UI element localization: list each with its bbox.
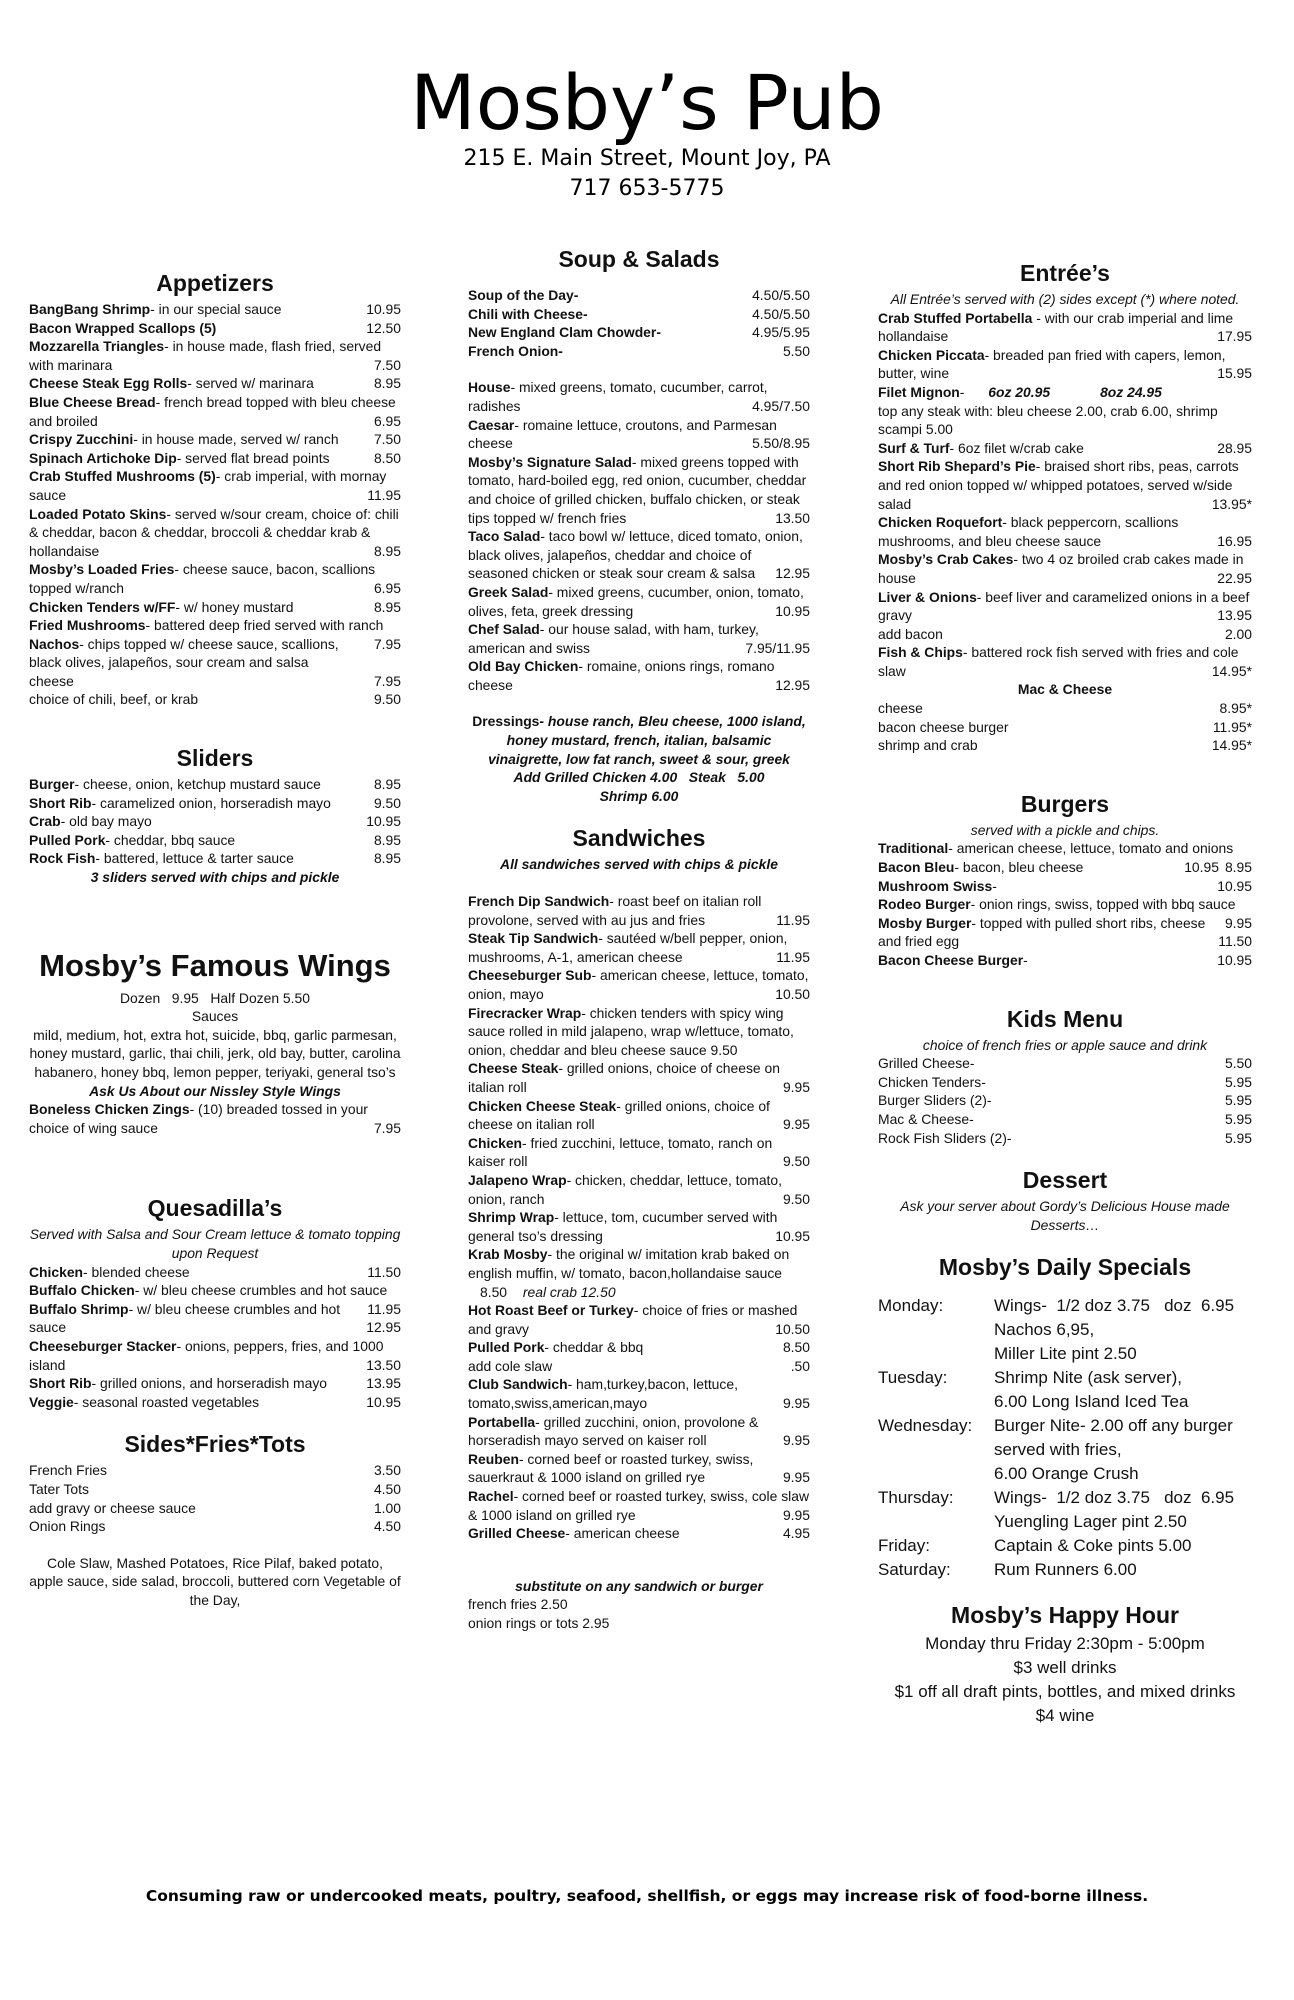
- happy-hour-line: $3 well drinks: [1013, 1658, 1117, 1678]
- special-day: Thursday: Wings- 1/2 doz 3.75 doz 6.95 Yuengling Lager pint 2.50: [878, 1488, 1235, 1532]
- dressings: Dressings- house ranch, Bleu cheese, 1000 island, honey mustard, french, italian, balsamic vinaigrette, low fat ranch, sweet & sour, greek: [472, 713, 806, 767]
- soups-title: Soup & Salads: [558, 246, 720, 272]
- menu-item: Onion Rings 4.50: [29, 1518, 401, 1535]
- substitute-fries: french fries 2.50: [468, 1596, 568, 1613]
- quesadillas-list: [29, 1263, 401, 1412]
- menu-column-right: [878, 258, 1252, 1728]
- menu-item: Mosby’s Crab Cakes- two 4 oz broiled crab cakes made in house 22.95: [878, 551, 1252, 586]
- menu-item: New England Clam Chowder- 4.95/5.95: [468, 324, 810, 341]
- restaurant-name: Mosby’s Pub: [410, 58, 884, 147]
- menu-item: Mushroom Swiss- 10.95: [878, 877, 1252, 894]
- entrees-list: [878, 309, 1252, 755]
- salads-list: [468, 378, 810, 694]
- menu-item: Crispy Zucchini- in house made, served w/ ranch 7.50: [29, 431, 401, 448]
- quesadillas-title: Quesadilla’s: [147, 1195, 283, 1222]
- menu-item: Cheese Steak Egg Rolls- served w/ marinara 8.95: [29, 375, 401, 392]
- entrees-title: Entrée’s: [1020, 260, 1110, 286]
- special-day: Friday: Captain & Coke pints 5.00: [878, 1536, 1192, 1556]
- menu-item: Filet Mignon- 6oz 20.95 8oz 24.95: [878, 383, 1162, 400]
- menu-item: Jalapeno Wrap- chicken, cheddar, lettuce, tomato, onion, ranch 9.50: [468, 1171, 810, 1207]
- happy-hour-line: $1 off all draft pints, bottles, and mixed drinks: [894, 1682, 1236, 1702]
- sandwiches-list: [468, 892, 810, 1543]
- menu-item: Grilled Cheese- american cheese 4.95: [468, 1525, 810, 1542]
- menu-item: Surf & Turf- 6oz filet w/crab cake 28.95: [878, 439, 1252, 456]
- menu-item: Boneless Chicken Zings- (10) breaded tossed in your choice of wing sauce 7.95: [29, 1101, 401, 1136]
- happy-hour-list: [878, 1632, 1252, 1728]
- menu-item: Bacon Wrapped Scallops (5) 12.50: [29, 319, 401, 336]
- food-safety-notice: Consuming raw or undercooked meats, poultry, seafood, shellfish, or eggs may increase risk of food-borne illness.: [145, 1887, 1149, 1905]
- menu-item: Liver & Onions- beef liver and caramelized onions in a beef gravy 13.95: [878, 588, 1252, 624]
- sandwiches-title: Sandwiches: [572, 825, 706, 852]
- happy-hour-line: Monday thru Friday 2:30pm - 5:00pm: [925, 1634, 1205, 1654]
- menu-item: Cheese Steak- grilled onions, choice of cheese on italian roll 9.95: [468, 1060, 810, 1095]
- sliders-note: 3 sliders served with chips and pickle: [90, 869, 340, 886]
- menu-item: Cheeseburger Sub- american cheese, lettuce, tomato, onion, mayo 10.50: [468, 967, 810, 1002]
- burgers-note: served with a pickle and chips.: [970, 821, 1160, 838]
- burgers-list: [878, 839, 1252, 969]
- sides-vegetables: Cole Slaw, Mashed Potatoes, Rice Pilaf, baked potato, apple sauce, side salad, broccoli, buttered corn Vegetable of the Day,: [29, 1554, 401, 1608]
- menu-item: Loaded Potato Skins- served w/sour cream, choice of: chili & cheddar, bacon & cheddar, broccoli & cheddar krab & hollandaise 8.95: [29, 505, 401, 559]
- kids-list: [878, 1054, 1252, 1147]
- happy-hour-line: $4 wine: [1035, 1706, 1095, 1726]
- sliders-list: [29, 775, 401, 887]
- menu-item: Chicken Tenders- 5.95: [878, 1073, 1252, 1090]
- menu-item: Portabella- grilled zucchini, onion, provolone & horseradish mayo served on kaiser roll 9.95: [468, 1413, 810, 1449]
- menu-item: Buffalo Chicken- w/ bleu cheese crumbles and hot sauce 11.95: [29, 1282, 401, 1317]
- appetizers-list: [29, 300, 401, 709]
- menu-item: cheese 8.95*: [878, 700, 1252, 717]
- menu-item: Mosby’s Signature Salad- mixed greens topped with tomato, hard-boiled egg, red onion, cucumber, cheddar and choice of grilled chicken, buffalo chicken, or steak tips topped w/ french fries 13.50: [468, 453, 810, 526]
- menu-item-option: cheese 7.95: [29, 672, 401, 689]
- menu-item: Firecracker Wrap- chicken tenders with spicy wing sauce rolled in mild jalapeno, wrap w/lettuce, tomato, onion, cheddar and bleu cheese sauce 9.50: [468, 1004, 794, 1058]
- special-day: Saturday: Rum Runners 6.00: [878, 1560, 1137, 1580]
- add-shrimp: Shrimp 6.00: [599, 787, 679, 804]
- menu-item: add gravy or cheese sauce 1.00: [29, 1499, 401, 1516]
- menu-column-left: [29, 268, 401, 1609]
- menu-item: Chef Salad- our house salad, with ham, turkey, american and swiss 7.95/11.95: [468, 621, 810, 656]
- menu-header: [0, 58, 1294, 204]
- menu-item: Shrimp Wrap- lettuce, tom, cucumber served with general tso’s dressing 10.95: [468, 1209, 810, 1244]
- kids-title: Kids Menu: [1006, 1005, 1124, 1032]
- menu-item: bacon cheese burger 11.95*: [878, 718, 1252, 735]
- menu-item: Rock Fish- battered, lettuce & tarter sauce 8.95: [29, 850, 401, 867]
- menu-item-option: add cole slaw .50: [468, 1357, 810, 1374]
- special-day: Wednesday: Burger Nite- 2.00 off any burger served with fries, 6.00 Orange Crush: [878, 1416, 1233, 1484]
- menu-item: Crab Stuffed Portabella - with our crab imperial and lime hollandaise 17.95: [878, 309, 1252, 345]
- menu-item: Grilled Cheese- 5.50: [878, 1055, 1252, 1072]
- menu-item: Club Sandwich- ham,turkey,bacon, lettuce, tomato,swiss,american,mayo 9.95: [468, 1376, 810, 1412]
- menu-item: Mozzarella Triangles- in house made, flash fried, served with marinara 7.50: [29, 338, 401, 373]
- menu-item: Chicken Cheese Steak- grilled onions, choice of cheese on italian roll 9.95: [468, 1097, 810, 1133]
- menu-item: Tater Tots 4.50: [29, 1480, 401, 1497]
- sliders-title: Sliders: [176, 745, 254, 772]
- menu-item: Mosby’s Loaded Fries- cheese sauce, bacon, scallions topped w/ranch 6.95: [29, 561, 401, 596]
- specials-list: [878, 1294, 1252, 1582]
- menu-item: French Fries 3.50: [29, 1462, 401, 1479]
- menu-item: Greek Salad- mixed greens, cucumber, onion, tomato, olives, feta, greek dressing 10.95: [468, 583, 810, 619]
- menu-column-middle: [468, 244, 810, 1633]
- entrees-note: All Entrée’s served with (2) sides except (*) where noted.: [890, 291, 1240, 307]
- wings-nissley: Ask Us About our Nissley Style Wings: [89, 1082, 341, 1099]
- restaurant-phone: 717 653-5775: [569, 176, 725, 201]
- menu-item: Rock Fish Sliders (2)- 5.95: [878, 1129, 1252, 1146]
- menu-item: Spinach Artichoke Dip- served flat bread points 8.50: [29, 449, 401, 466]
- wings-sauces: mild, medium, hot, extra hot, suicide, bbq, garlic parmesan, honey mustard, garlic, thai chili, jerk, old bay, butter, carolina habanero, honey bbq, lemon pepper, teriyaki, general tso’s: [29, 1026, 401, 1080]
- dessert-note: Ask your server about Gordy’s Delicious House made Desserts…: [900, 1198, 1230, 1233]
- substitute-rings: onion rings or tots 2.95: [468, 1615, 610, 1631]
- menu-item: Veggie- seasonal roasted vegetables 10.95: [29, 1393, 401, 1410]
- wings-sauces-label: Sauces: [191, 1008, 239, 1025]
- menu-item: Crab- old bay mayo 10.95: [29, 813, 401, 830]
- menu-item: Crab Stuffed Mushrooms (5)- crab imperial, with mornay sauce 11.95: [29, 468, 401, 503]
- menu-item: Chicken- fried zucchini, lettuce, tomato, ranch on kaiser roll 9.50: [468, 1134, 810, 1170]
- burgers-title: Burgers: [1020, 790, 1110, 817]
- special-day: Monday: Wings- 1/2 doz 3.75 doz 6.95 Nachos 6,95, Miller Lite pint 2.50: [878, 1296, 1235, 1364]
- restaurant-address: 215 E. Main Street, Mount Joy, PA: [463, 146, 831, 171]
- wings-title: Mosby’s Famous Wings: [39, 947, 391, 983]
- mac-title: Mac & Cheese: [1017, 681, 1113, 698]
- sides-list: [29, 1461, 401, 1535]
- wings-pricing: Dozen 9.95 Half Dozen 5.50: [120, 989, 310, 1006]
- menu-item: House- mixed greens, tomato, cucumber, carrot, radishes 4.95/7.50: [468, 379, 810, 414]
- quesadillas-note: Served with Salsa and Sour Cream lettuce & tomato topping upon Request: [29, 1226, 401, 1261]
- menu-item: Nachos- chips topped w/ cheese sauce, scallions, black olives, jalapeños, sour cream and salsa: [29, 635, 339, 671]
- menu-item: Burger- cheese, onion, ketchup mustard sauce 8.95: [29, 776, 401, 793]
- soups-list: [468, 286, 810, 360]
- menu-item: Old Bay Chicken- romaine, onions rings, romano cheese 12.95: [468, 658, 810, 693]
- menu-item-option: top any steak with: bleu cheese 2.00, crab 6.00, shrimp scampi 5.00: [878, 402, 1218, 438]
- menu-item: Pulled Pork- cheddar, bbq sauce 8.95: [29, 831, 401, 848]
- menu-item: Rachel- corned beef or roasted turkey, swiss, cole slaw & 1000 island on grilled rye 9.95: [468, 1488, 810, 1523]
- dessert-title: Dessert: [1022, 1167, 1108, 1194]
- happy-hour-title: Mosby’s Happy Hour: [951, 1602, 1179, 1629]
- substitute-note: substitute on any sandwich or burger: [515, 1577, 763, 1594]
- menu-item: Chili with Cheese- 4.50/5.50: [468, 305, 810, 322]
- menu-item: Fried Mushrooms- battered deep fried served with ranch 7.95: [29, 617, 401, 652]
- menu-item: Chicken Roquefort- black peppercorn, scallions mushrooms, and bleu cheese sauce 16.95: [878, 514, 1252, 549]
- add-grilled: Add Grilled Chicken 4.00 Steak 5.00: [513, 769, 765, 786]
- menu-item: Short Rib Shepard’s Pie- braised short ribs, peas, carrots and red onion topped w/ whipped potatoes, served w/side salad 13.95*: [878, 458, 1252, 512]
- menu-item: Blue Cheese Bread- french bread topped with bleu cheese and broiled 6.95: [29, 393, 401, 429]
- menu-item: Chicken Tenders w/FF- w/ honey mustard 8.95: [29, 598, 401, 615]
- menu-item-option: add bacon 2.00: [878, 625, 1252, 642]
- menu-item: French Dip Sandwich- roast beef on italian roll provolone, served with au jus and fries 11.95: [468, 893, 810, 928]
- menu-item: Mosby Burger- topped with pulled short ribs, cheese and fried egg 11.50: [878, 914, 1252, 950]
- menu-item: Taco Salad- taco bowl w/ lettuce, diced tomato, onion, black olives, jalapeños, cheddar and choice of seasoned chicken or steak sour cream & salsa 12.95: [468, 528, 810, 582]
- menu-item: Rodeo Burger- onion rings, swiss, topped with bbq sauce 9.95: [878, 896, 1252, 931]
- menu-item: Bacon Cheese Burger- 10.95: [878, 952, 1252, 968]
- menu-item: Short Rib- grilled onions, and horseradish mayo 13.95: [29, 1375, 401, 1392]
- menu-item: Bacon Bleu- bacon, bleu cheese 10.95: [878, 859, 1219, 876]
- menu-item: Chicken Piccata- breaded pan fried with capers, lemon, butter, wine 15.95: [878, 346, 1252, 382]
- menu-item: French Onion- 5.50: [468, 342, 810, 359]
- menu-item: BangBang Shrimp- in our special sauce 10.95: [29, 301, 401, 317]
- menu-item: Caesar- romaine lettuce, croutons, and Parmesan cheese 5.50/8.95: [468, 416, 810, 452]
- menu-item: Pulled Pork- cheddar & bbq 8.50: [468, 1339, 810, 1356]
- menu-item: Krab Mosby- the original w/ imitation krab baked on english muffin, w/ tomato, bacon,hollandaise sauce 8.50 real crab 12.50: [468, 1246, 790, 1300]
- menu-item: Steak Tip Sandwich- sautéed w/bell pepper, onion, mushrooms, A-1, american cheese 11.95: [468, 930, 810, 965]
- sides-title: Sides*Fries*Tots: [124, 1431, 306, 1458]
- menu-item: Reuben- corned beef or roasted turkey, swiss, sauerkraut & 1000 island on grilled rye 9.95: [468, 1450, 810, 1486]
- menu-item: Mac & Cheese- 5.95: [878, 1110, 1252, 1127]
- menu-item: Soup of the Day- 4.50/5.50: [468, 287, 810, 303]
- sandwiches-note: All sandwiches served with chips & pickle: [500, 856, 778, 873]
- special-day: Tuesday: Shrimp Nite (ask server), 6.00 Long Island Iced Tea: [878, 1368, 1189, 1412]
- menu-item: Chicken- blended cheese 11.50: [29, 1263, 401, 1280]
- menu-item: Burger Sliders (2)- 5.95: [878, 1092, 1252, 1109]
- appetizers-title: Appetizers: [156, 270, 274, 296]
- menu-item: shrimp and crab 14.95*: [878, 737, 1252, 754]
- menu-item: Short Rib- caramelized onion, horseradish mayo 9.50: [29, 794, 401, 811]
- menu-item: Traditional- american cheese, lettuce, tomato and onions 8.95: [878, 840, 1252, 876]
- specials-title: Mosby’s Daily Specials: [938, 1254, 1192, 1281]
- menu-item: Fish & Chips- battered rock fish served with fries and cole slaw 14.95*: [878, 644, 1252, 679]
- menu-item-option: choice of chili, beef, or krab 9.50: [29, 691, 401, 708]
- menu-item: Buffalo Shrimp- w/ bleu cheese crumbles and hot sauce 12.95: [29, 1300, 401, 1336]
- menu-item: Hot Roast Beef or Turkey- choice of fries or mashed and gravy 10.50: [468, 1302, 810, 1337]
- kids-note: choice of french fries or apple sauce and drink: [922, 1036, 1208, 1053]
- menu-item: Cheeseburger Stacker- onions, peppers, fries, and 1000 island 13.50: [29, 1337, 401, 1373]
